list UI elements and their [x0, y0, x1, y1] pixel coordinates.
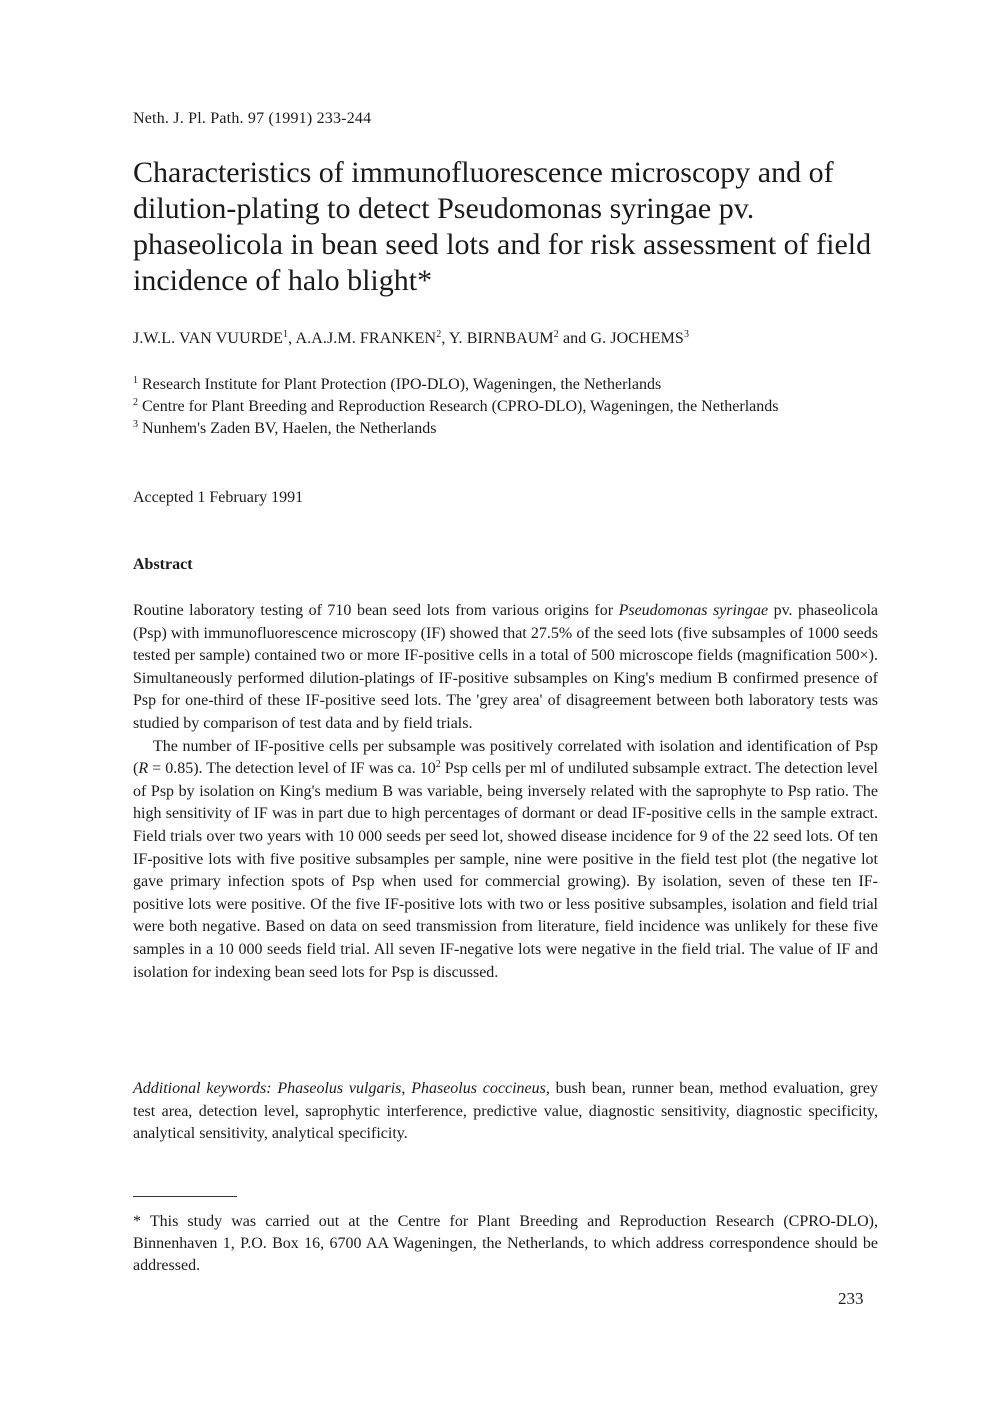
species-name: Pseudomonas syringae [618, 602, 769, 619]
abstract-heading: Abstract [133, 556, 193, 573]
additional-keywords [133, 1078, 878, 1146]
abstract-body [133, 600, 878, 984]
affiliation-text: Centre for Plant Breeding and Reproduction Research (CPRO-DLO), Wageningen, the Netherlands [142, 398, 779, 415]
page-number: 233 [838, 1289, 864, 1308]
affiliation-item [133, 374, 878, 396]
author-affiliation-mark: 2 [436, 329, 442, 340]
author-affiliation-mark: 3 [683, 329, 690, 340]
keywords-label: Additional keywords: [133, 1080, 272, 1097]
affiliation-number: 1 [133, 375, 138, 386]
abstract-paragraph [133, 600, 878, 736]
footnote: * This study was carried out at the Centre for Plant Breeding and Reproduction Research (CPRO-DLO), Binnenhaven 1, P.O. Box 16, 6700 AA Wageningen, the Netherlands, to which address correspondence should be addressed. [133, 1213, 878, 1274]
affiliation-item [133, 418, 878, 440]
footnote-divider [133, 1196, 237, 1197]
paper-title: Characteristics of immunofluorescence microscopy and of dilution-plating to detect Pseudomonas syringae pv. phaseolicola in bean seed lots and for risk assessment of field incidence of halo blight* [133, 156, 872, 297]
journal-reference: Neth. J. Pl. Path. 97 (1991) 233-244 [133, 110, 372, 127]
author-affiliation-mark: 2 [553, 329, 559, 340]
abstract-text: pv. phaseolicola (Psp) with immunofluorescence microscopy (IF) showed that 27.5% of the seed lots (five subsamples of 1000 seeds tested per sample) contained two or more IF-positive cells in a total of 500 microscope fields (magnification 500×). Simultaneously performed dilution-platings of IF-positive subsamples on King's medium B confirmed presence of Psp for one-third of these IF-positive seed lots. The 'grey area' of disagreement between both laboratory tests was studied by comparison of test data and by field trials. [133, 602, 879, 732]
affiliation-number: 3 [133, 419, 138, 430]
abstract-text: Routine laboratory testing of 710 bean seed lots from various origins for [133, 602, 619, 619]
author-name: A.A.J.M. FRANKEN [295, 330, 437, 347]
abstract-paragraph [133, 736, 878, 985]
affiliation-text: Research Institute for Plant Protection (IPO-DLO), Wageningen, the Netherlands [142, 376, 662, 393]
abstract-text: Psp cells per ml of undiluted subsample extract. The detection level of Psp by isolation on King's medium B was variable, being inversely related with the saprophyte to Psp ratio. The high sensitivity of IF was in part due to high percentages of dormant or dead IF-positive cells in the sample extract. Field trials over two years with 10 000 seeds per seed lot, showed disease incidence for 9 of the 22 seed lots. Of ten IF-positive lots with five positive subsamples per sample, nine were positive in the field test plot (the negative lot gave primary infection spots of Psp when used for commercial growing). By isolation, seven of these ten IF-positive lots were positive. Of the five IF-positive lots with two or less positive subsamples, isolation and field trial were both negative. Based on data on seed transmission from literature, field incidence was unlikely for these five samples in a 10 000 seeds field trial. All seven IF-negative lots were negative in the field trial. The value of IF and isolation for indexing bean seed lots for Psp is discussed. [133, 760, 878, 981]
correlation-symbol: R [138, 760, 149, 778]
author-separator: and [558, 330, 591, 347]
affiliation-item [133, 396, 878, 418]
author-name: G. JOCHEMS [590, 330, 684, 347]
keywords-list: bush bean, runner bean, method evaluation, grey test area, detection level, saprophytic interference, predictive value, diagnostic sensitivity, diagnostic specificity, analytical sensitivity, analytical specificity. [133, 1080, 878, 1143]
affiliation-list [133, 374, 878, 440]
exponent: 2 [435, 759, 441, 771]
author-affiliation-mark: 1 [283, 329, 289, 340]
abstract-text: = 0.85). The detection level of IF was ca. 10 [148, 760, 436, 778]
author-name: J.W.L. VAN VUURDE [133, 330, 284, 347]
abstract-text: The number of IF-positive cells per subsample was positively correlated with isolation and identification of Psp ( [133, 737, 878, 778]
accepted-date: Accepted 1 February 1991 [133, 489, 304, 506]
keywords-species: Phaseolus vulgaris, Phaseolus coccineus, [277, 1080, 550, 1097]
affiliation-number: 2 [133, 397, 138, 408]
author-name: Y. BIRNBAUM [448, 330, 554, 347]
author-separator: , [441, 330, 449, 347]
author-separator: , [288, 330, 296, 347]
author-list [133, 330, 878, 348]
affiliation-text: Nunhem's Zaden BV, Haelen, the Netherlands [142, 420, 437, 437]
